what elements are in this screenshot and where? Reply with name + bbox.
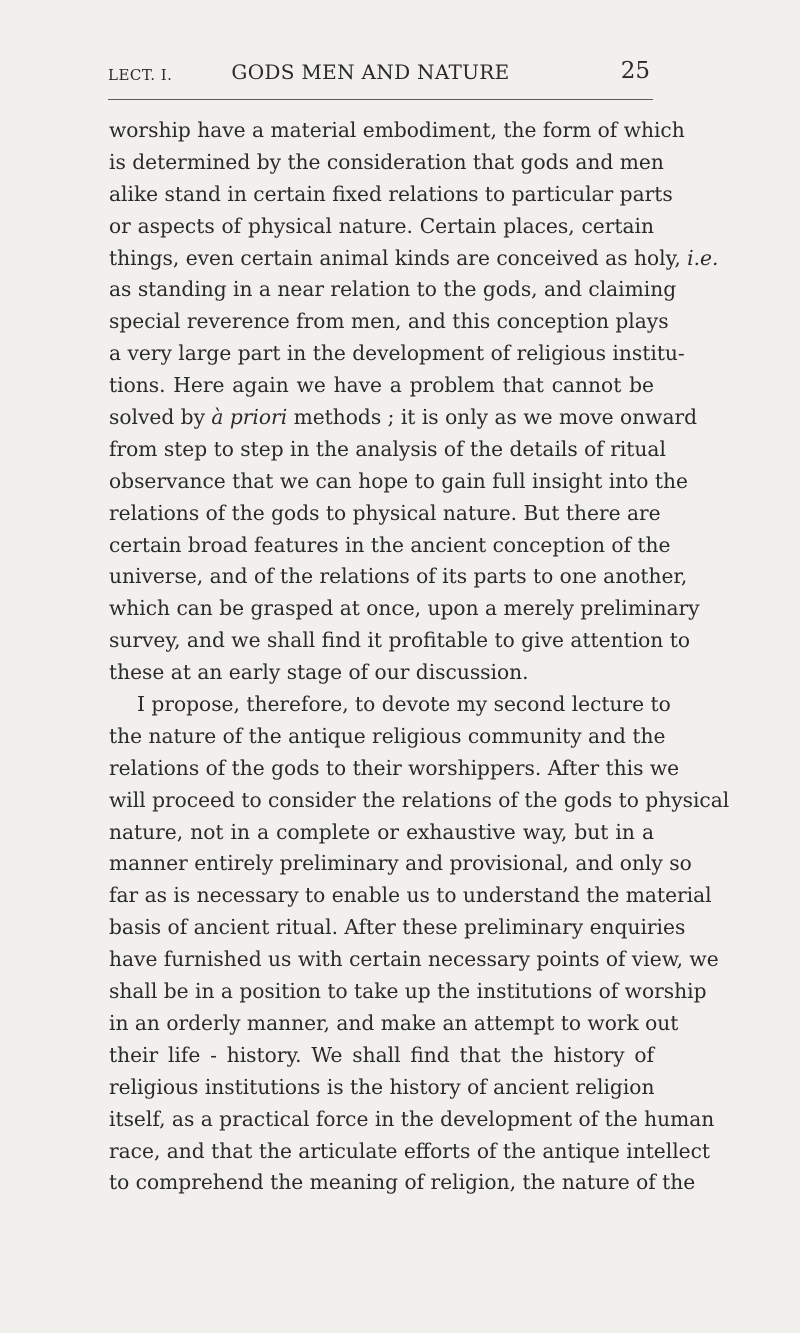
text-line: a very large part in the development of religious institu- xyxy=(109,341,685,366)
italic-phrase: i.e. xyxy=(687,245,719,270)
text-line: have furnished us with certain necessary points of view, we xyxy=(109,947,719,972)
paragraph-end-line: these at an early stage of our discussion. xyxy=(109,660,529,685)
text-line: manner entirely preliminary and provisional, and only so xyxy=(109,851,692,876)
text-line: the nature of the antique religious community and the xyxy=(109,723,666,748)
text-line: certain broad features in the ancient conception of the xyxy=(109,532,671,557)
text-line: their life - history. We shall find that the history of xyxy=(109,1042,654,1067)
text-line: relations of the gods to their worshippers. After this we xyxy=(109,755,680,780)
text-line: will proceed to consider the relations of the gods to physical xyxy=(109,787,730,812)
text-line: survey, and we shall find it profitable to give attention to xyxy=(109,628,690,653)
text-line: from step to step in the analysis of the details of ritual xyxy=(109,436,666,461)
text-line: solved by à priori methods ; it is only as we move onward xyxy=(109,405,698,430)
text-line: far as is necessary to enable us to understand the material xyxy=(109,883,712,908)
text-line: tions. Here again we have a problem that cannot be xyxy=(109,373,654,398)
running-head xyxy=(108,58,650,88)
text-line: is determined by the consideration that gods and men xyxy=(109,149,664,174)
text-line: to comprehend the meaning of religion, the nature of the xyxy=(109,1170,696,1195)
text-line: as standing in a near relation to the gods, and claiming xyxy=(109,277,677,302)
text-line: universe, and of the relations of its parts to one another, xyxy=(109,564,688,589)
text-line: which can be grasped at once, upon a merely preliminary xyxy=(109,596,700,621)
text-line: special reverence from men, and this conception plays xyxy=(109,309,669,334)
text-line: nature, not in a complete or exhaustive way, but in a xyxy=(109,819,654,844)
italic-phrase: à priori xyxy=(211,405,288,430)
text-line: or aspects of physical nature. Certain places, certain xyxy=(109,213,654,238)
text-line: race, and that the articulate efforts of the antique intellect xyxy=(109,1138,711,1163)
text-line: in an orderly manner, and make an attempt to work out xyxy=(109,1010,679,1035)
paragraph-start-line: I propose, therefore, to devote my second lecture to xyxy=(137,692,671,717)
body-text xyxy=(109,115,730,1199)
text-line: religious institutions is the history of ancient religion xyxy=(109,1074,655,1099)
running-title: GODS MEN AND NATURE xyxy=(231,60,510,84)
header-rule xyxy=(108,99,653,100)
text-line: things, even certain animal kinds are conceived as holy, i.e. xyxy=(109,245,719,270)
text-line: shall be in a position to take up the institutions of worship xyxy=(109,979,707,1004)
text-line: alike stand in certain fixed relations to particular parts xyxy=(109,181,673,206)
text-line: worship have a material embodiment, the form of which xyxy=(109,118,685,142)
text-line: observance that we can hope to gain full insight into the xyxy=(109,468,688,493)
text-line: relations of the gods to physical nature. But there are xyxy=(109,500,661,525)
lecture-label: LECT. I. xyxy=(108,66,173,84)
text-line: itself, as a practical force in the development of the human xyxy=(109,1106,715,1131)
page-number: 25 xyxy=(620,58,650,84)
text-line: basis of ancient ritual. After these preliminary enquiries xyxy=(109,915,686,940)
